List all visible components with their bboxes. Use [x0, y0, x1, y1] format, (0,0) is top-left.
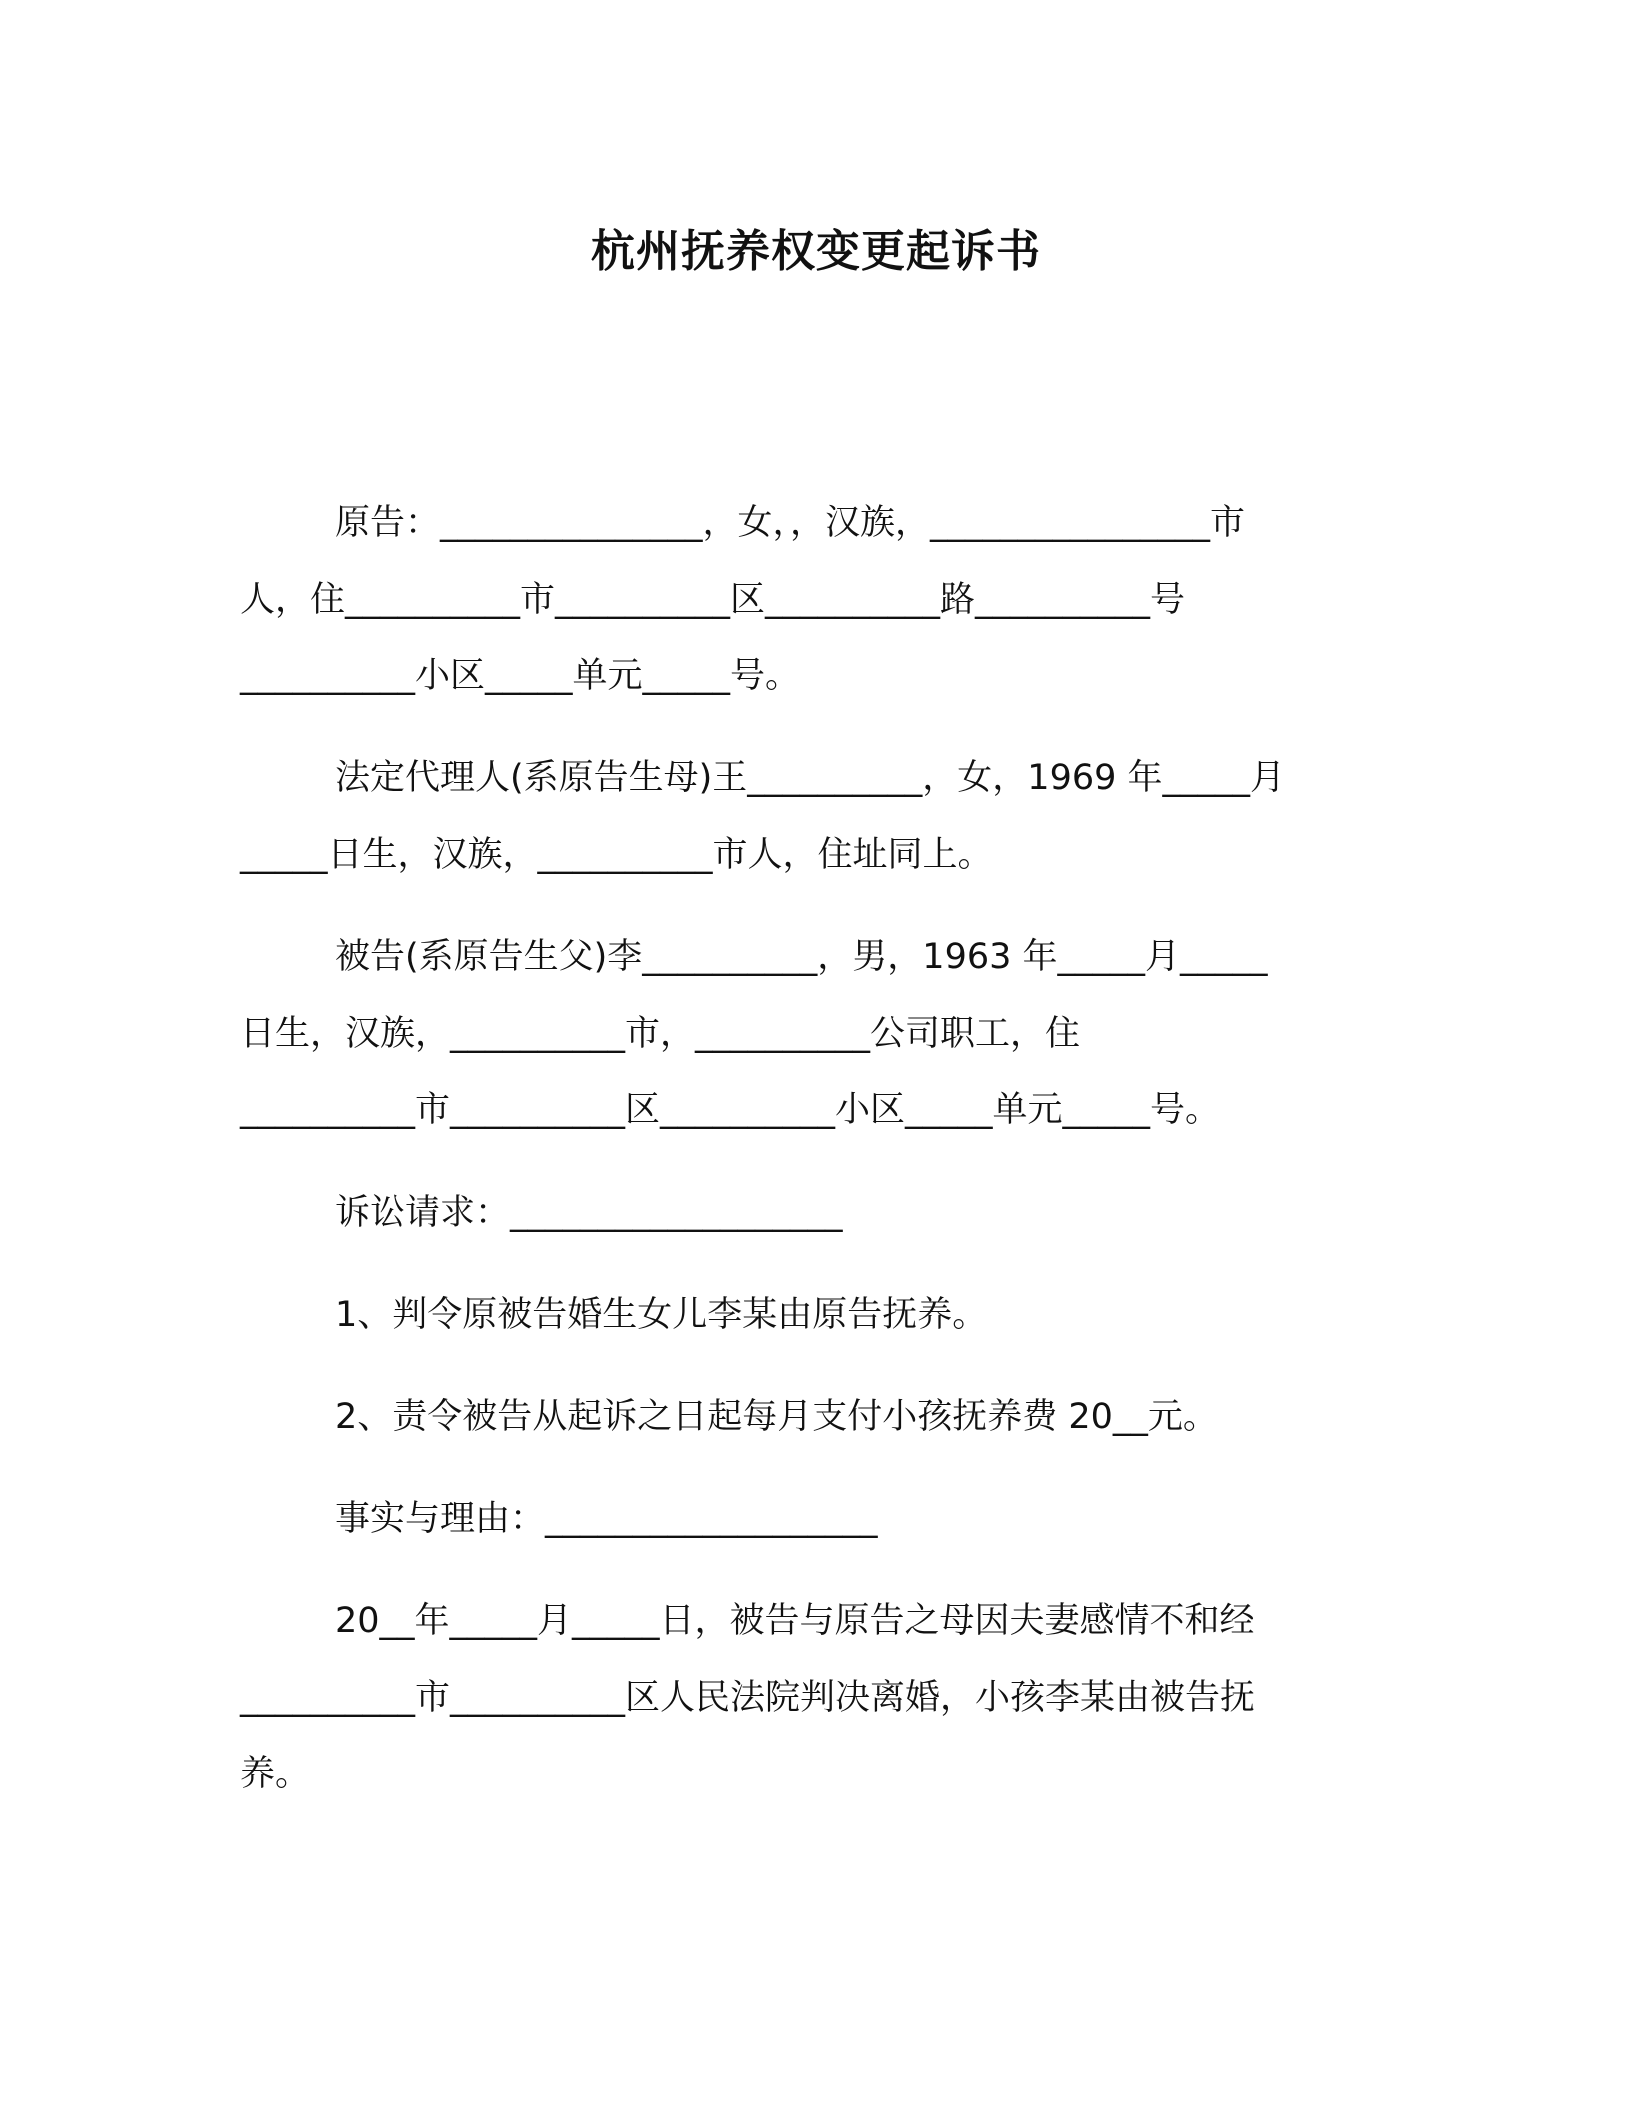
document-title: 杭州抚养权变更起诉书: [591, 226, 1041, 277]
facts-line-2: __________市__________区人民法院判决离婚，小孩李某由被告抚: [240, 1678, 1256, 1718]
facts-heading: 事实与理由：___________________: [335, 1499, 878, 1539]
plaintiff-line-1: 原告：_______________，女，，汉族，________________市: [335, 503, 1246, 543]
facts-line-3: 养。: [240, 1754, 311, 1794]
claims-heading: 诉讼请求：___________________: [335, 1193, 843, 1233]
defendant-line-1: 被告(系原告生父)李__________，男，1963 年_____月_____: [335, 937, 1268, 977]
plaintiff-line-2: 人，住__________市__________区__________路__________号: [240, 580, 1186, 620]
facts-line-1: 20__年_____月_____日，被告与原告之母因夫妻感情不和经: [335, 1601, 1255, 1641]
legal-agent-line-2: _____日生，汉族，__________市人，住址同上。: [240, 835, 993, 875]
legal-agent-line-1: 法定代理人(系原告生母)王__________，女，1969 年_____月: [335, 758, 1286, 798]
claim-item-1: 1、判令原被告婚生女儿李某由原告抚养。: [335, 1295, 988, 1335]
claim-item-2: 2、责令被告从起诉之日起每月支付小孩抚养费 20__元。: [335, 1397, 1218, 1437]
plaintiff-line-3: __________小区_____单元_____号。: [240, 656, 801, 696]
defendant-line-3: __________市__________区__________小区_____单元_____号。: [240, 1090, 1221, 1130]
defendant-line-2: 日生，汉族，__________市，__________公司职工，住: [240, 1014, 1081, 1054]
